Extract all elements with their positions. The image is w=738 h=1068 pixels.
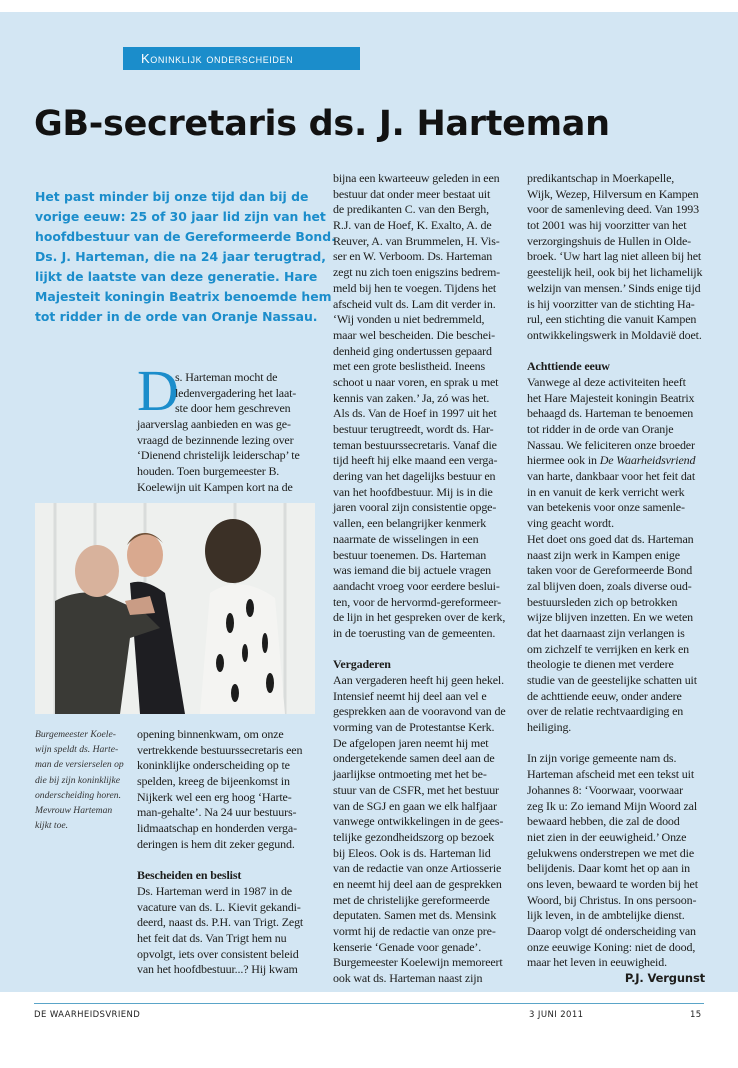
article-title: GB-secretaris ds. J. Harteman — [34, 104, 610, 144]
author-signature: P.J. Vergunst — [624, 971, 705, 986]
text-line: houden. Toen burgemeester B. — [137, 464, 280, 479]
text-line: vacature van ds. L. Kievit gekandi- — [137, 899, 301, 914]
text-line: bij Eleos. Ook is ds. Harteman lid — [333, 845, 491, 860]
text-line: van het hoofdbestuur. Mij is in die — [333, 484, 493, 499]
text-line: in en vanuit de kerk verricht werk — [527, 484, 685, 499]
text-line: gelukwens onderstrepen we met die — [527, 845, 694, 860]
column-3 — [527, 171, 705, 987]
text-line: zeg Ik u: Zo iemand Mijn Woord zal — [527, 798, 698, 813]
text-line: belijdenis. Daar komt het op aan in — [527, 861, 691, 876]
text-line: tot 2001 was hij voorzitter van het — [527, 218, 687, 233]
text-line: over de relatie rechtvaardiging en — [527, 704, 684, 719]
text-line: de predikanten C. van den Bergh, — [333, 202, 489, 217]
text-line: spelden, kreeg de bijeenkomst in — [137, 774, 290, 789]
lead-line: Ds. J. Harteman, die na 24 jaar terugtrad, — [35, 249, 326, 264]
column-1-bottom — [137, 727, 320, 978]
text-line: de lijn in het gespreken over de kerk, — [333, 610, 506, 625]
caption-line: kijkt toe. — [35, 820, 69, 832]
text-line: geestelijk heil, ook bij het lichamelijk — [527, 265, 703, 280]
column-1-top — [137, 370, 320, 496]
text-line: Als ds. Van de Hoef in 1997 uit het — [333, 406, 497, 421]
text-line: Ds. Harteman werd in 1987 in de — [137, 883, 292, 898]
subheading: Vergaderen — [333, 657, 391, 672]
text-line: ook wat ds. Harteman naast zijn — [333, 971, 483, 986]
text-line: broek. ‘Uw hart lag niet alleen bij het — [527, 249, 702, 264]
text-line: naast zijn werk in Kampen enige — [527, 547, 680, 562]
text-line: rul, een stichting die vanuit Kampen — [527, 312, 697, 327]
text-line: opening binnenkwam, om onze — [137, 727, 284, 741]
text-line: denheid ging ondertussen gepaard — [333, 343, 492, 358]
text-line: naarmate de wisselingen in een — [333, 531, 479, 546]
text-line: In zijn vorige gemeente nam ds. — [527, 751, 677, 766]
text-line: ser en W. Verboom. Ds. Harteman — [333, 249, 493, 264]
text-line: bestuur toenemen. Ds. Harteman — [333, 547, 487, 562]
caption-line: wijn speldt ds. Harte- — [35, 744, 119, 756]
text-line: onze eeuwige Koning: niet de dood, — [527, 939, 696, 954]
lead-line: lijkt de laatste van deze generatie. Hare — [35, 269, 318, 284]
text-line: ten, voor de hervormd-gereformeer- — [333, 594, 501, 609]
text-line: is hij voorzitter van de stichting Ha- — [527, 296, 695, 311]
text-line: bestuur terugtreedt, wordt ds. Har- — [333, 422, 494, 436]
section-label: Koninklijk onderscheiden — [141, 51, 294, 66]
footer-publication: DE WAARHEIDSVRIEND — [34, 1010, 141, 1020]
text-line: verzorgingshuis de Hullen in Olde- — [527, 233, 691, 248]
text-line: telijke gezondheidszorg op bezoek — [333, 829, 495, 844]
text-line: ledenvergadering het laat- — [175, 385, 297, 400]
text-line: met de christelijke gereformeerde — [333, 892, 490, 907]
text-line: Koelewijn uit Kampen kort na de — [137, 479, 293, 494]
text-line: s. Harteman mocht de — [175, 370, 278, 384]
text-line: welzijn van mensen.’ Sinds enige tijd — [527, 280, 701, 295]
footer-page-number: 15 — [690, 1010, 702, 1020]
text-line: was iemand die bij actuele vragen — [333, 563, 491, 578]
text-line: zegt nu zich toen enigszins bedrem- — [333, 265, 501, 280]
text-line: meld bij hen te voegen. Tijdens het — [333, 280, 497, 295]
caption-line: onderscheiding horen. — [35, 789, 121, 801]
text-line: van harte, dankbaar voor het feit dat — [527, 469, 696, 484]
text-line: jaarlijkse ontmoeting met het be- — [333, 767, 487, 782]
text-line: wijze blijven inzetten. En we weten — [527, 610, 694, 625]
text-line: Reuver, A. van Brummelen, H. Vis- — [333, 233, 500, 248]
text-line: behaagd ds. Harteman te benoemen — [527, 406, 694, 421]
caption-line: man de versierselen op — [35, 759, 124, 771]
text-line: niet zien in der eeuwigheid.’ Onze — [527, 829, 687, 844]
text-line: man-gehalte’. Na 24 uur bestuurs- — [137, 805, 297, 820]
publication-name: De Waarheidsvriend — [599, 453, 696, 468]
text-line: aandacht vroeg voor eerdere beslui- — [333, 578, 500, 593]
text-line: deerd, naast ds. P.H. van Trigt. Zegt — [137, 915, 304, 930]
text-line: jaarverslag aanbieden en was ge- — [137, 417, 291, 432]
text-line: Het doet ons goed dat ds. Harteman — [527, 531, 694, 546]
text-line: ving geacht wordt. — [527, 516, 614, 531]
text-line: bestuur dat onder meer bestaat uit — [333, 186, 491, 201]
text-line: vraagd de bezinnende lezing over — [137, 432, 294, 447]
footer-divider — [34, 1003, 704, 1004]
text-line: vormt hij de redactie van onze pre- — [333, 924, 496, 938]
text-line: van betekenis voor onze samenle- — [527, 500, 685, 515]
text-line: Aan vergaderen heeft hij geen hekel. — [333, 673, 504, 687]
text-line: dat het daarnaast zijn verlangen is — [527, 625, 685, 640]
subheading: Achttiende eeuw — [527, 359, 610, 374]
caption-line: die bij zijn koninklijke — [35, 774, 120, 786]
text-line: vorming van de Protestantse Kerk. — [333, 720, 495, 735]
text-line: R.J. van de Hoef, K. Exalto, A. de — [333, 218, 492, 233]
text-line: lidmaatschap en honderden verga- — [137, 821, 297, 836]
lead-line: Majesteit koningin Beatrix benoemde hem — [35, 289, 332, 304]
lead-line: vorige eeuw: 25 of 30 jaar lid zijn van het — [35, 209, 326, 224]
text-line: Johannes 8: ‘Voorwaar, voorwaar — [527, 782, 683, 797]
text-line: het feit dat ds. Van Trigt hem nu — [137, 930, 287, 945]
text-line: stuur van de CSFR, met het bestuur — [333, 782, 499, 797]
text-line: predikantschap in Moerkapelle, — [527, 171, 675, 185]
text-line: Intensief neemt hij deel aan vel e — [333, 688, 487, 703]
text-line: gesprekken aan de vooravond van de — [333, 704, 506, 719]
text-line: van de SGJ en gaan we elk halfjaar — [333, 798, 497, 813]
text-line: koninklijke onderscheiding op te — [137, 758, 290, 773]
lead-paragraph — [35, 187, 335, 327]
photo-caption — [35, 727, 130, 833]
paragraph-gap — [527, 736, 705, 752]
text-line — [527, 453, 705, 469]
text-line: Harteman afscheid met een tekst uit — [527, 767, 695, 782]
text-line: tijd heeft hij elke maand een verga- — [333, 453, 498, 468]
text-line: De afgelopen jaren neemt hij met — [333, 735, 489, 750]
text-line: schoot u naar voren, en sprak u met — [333, 374, 499, 389]
caption-line: Mevrouw Harteman — [35, 805, 113, 817]
text-line: ste door hem geschreven — [175, 401, 291, 416]
text-line: Woord, bij Christus. In ons persoon- — [527, 892, 697, 907]
text-line: ondergetekende samen deel aan de — [333, 751, 495, 766]
paragraph-gap — [137, 853, 320, 869]
text-line: bijna een kwarteeuw geleden in een — [333, 171, 500, 185]
text-line: kennis van zaken.’ Ja, zó was het. — [333, 390, 490, 405]
text-line: van het hoofdbestuur...? Hij kwam — [137, 962, 298, 977]
text-line: Vanwege al deze activiteiten heeft — [527, 374, 686, 389]
text-line: heiliging. — [527, 720, 572, 735]
text-line: maar wel bescheiden. Die beschei- — [333, 327, 495, 342]
text-line: in de toerusting van de gemeenten. — [333, 625, 496, 640]
photo-ceremony-image — [35, 503, 315, 714]
text-line: van de redactie van onze Artiosserie — [333, 861, 502, 876]
column-2 — [333, 171, 516, 987]
text-line: de achttiende eeuw, onder andere — [527, 688, 682, 703]
text-line: vanwege ontwikkelingen in de gees- — [333, 814, 504, 829]
subheading: Bescheiden en beslist — [137, 868, 242, 883]
text-line: vallen, een belangrijker kenmerk — [333, 516, 487, 531]
text-line: deputaten. Samen met ds. Mensink — [333, 908, 497, 923]
text-line: jaren vooral zijn consistentie opge- — [333, 500, 497, 515]
text-line: bestuursleden zich op betrokken — [527, 594, 678, 609]
text-line: ons leven, bewaard te worden bij het — [527, 876, 698, 891]
text-line: het Hare Majesteit koningin Beatrix — [527, 390, 695, 405]
paragraph-gap — [333, 642, 516, 658]
lead-line: Het past minder bij onze tijd dan bij de — [35, 189, 309, 204]
text-line: maar het leven in eeuwigheid. — [527, 955, 667, 970]
text-line: met een grote beslistheid. Ineens — [333, 359, 485, 374]
text-line: ‘Wij vonden u niet bedremmeld, — [333, 312, 485, 327]
text-line: tot ridder in de orde van Oranje — [527, 422, 674, 436]
lead-line: tot ridder in de orde van Oranje Nassau. — [35, 309, 318, 324]
text-line: studie van de geestelijke schatten uit — [527, 673, 697, 687]
text-line: ‘Dienend christelijk leiderschap’ te — [137, 448, 300, 463]
text-line: Nijkerk wel een erg hoog ‘Harte- — [137, 789, 292, 804]
caption-line: Burgemeester Koele- — [35, 729, 116, 740]
lead-line: hoofdbestuur van de Gereformeerde Bond. — [35, 229, 336, 244]
section-banner — [123, 47, 360, 70]
text-line: opvolgt, iets over consistent beleid — [137, 946, 299, 961]
text-line: afscheid vult ds. Lam dit verder in. — [333, 296, 496, 311]
text-line: Daarop volgt dé onderscheiding van — [527, 924, 696, 938]
text-line: ontwikkelingswerk in Moldavië doet. — [527, 327, 702, 342]
text-line: Nassau. We feliciteren onze broeder — [527, 437, 695, 452]
article-photo — [35, 503, 315, 714]
text-line: bewaard hebben, die zal de dood — [527, 814, 680, 829]
text-line: lijk leven, in de ambtelijke dienst. — [527, 908, 685, 923]
text-line: dering van het dagelijks bestuur en — [333, 469, 496, 484]
text-line: deringen is hem dit zeker gegund. — [137, 836, 295, 851]
text-line: vertrekkende bestuurssecretaris een — [137, 742, 303, 757]
text-line: kenserie ‘Genade voor genade’. — [333, 939, 482, 954]
paragraph-gap — [527, 344, 705, 360]
text-line: theologie te dienen met verdere — [527, 657, 674, 672]
text-line: en neemt hij deel aan de gesprekken — [333, 876, 502, 891]
text-line: taken voor de Gereformeerde Bond — [527, 563, 693, 578]
text-line: om zichzelf te verrijken en kerk en — [527, 641, 690, 656]
text-line: Burgemeester Koelewijn memoreert — [333, 955, 503, 970]
drop-cap: D — [137, 358, 179, 423]
text-line: zal blijven doen, zoals diverse oud- — [527, 578, 692, 593]
text-line: teman bestuurssecretaris. Vanaf die — [333, 437, 497, 452]
text-span: hiermee ook in — [527, 453, 600, 468]
footer-date: 3 JUNI 2011 — [529, 1010, 584, 1020]
text-line: Wijk, Wezep, Hilversum en Kampen — [527, 186, 699, 201]
text-line: voor de samenleving deed. Van 1993 — [527, 202, 699, 217]
